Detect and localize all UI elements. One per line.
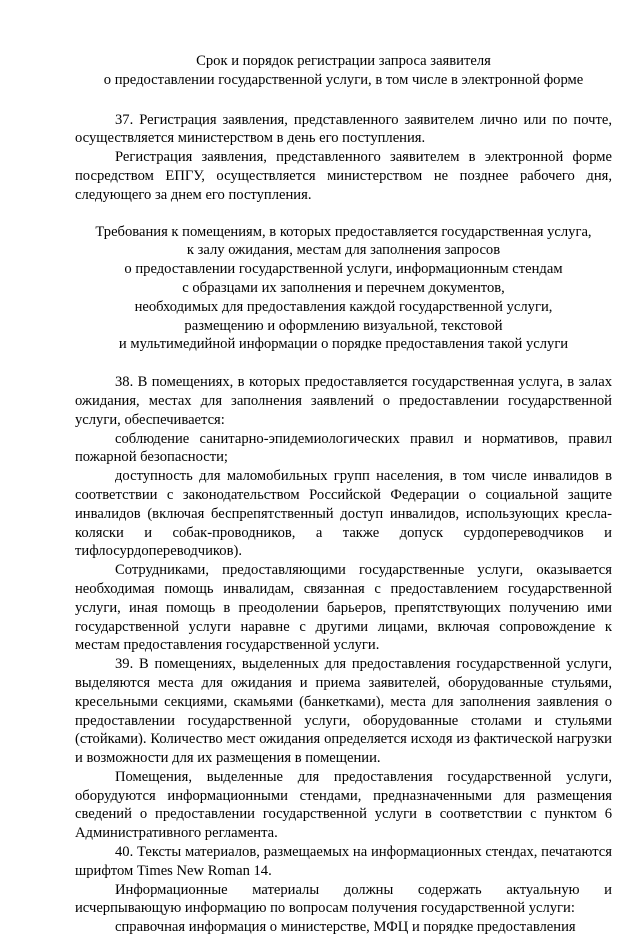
paragraph-40: 40. Тексты материалов, размещаемых на информационных стендах, печатаются шрифтом Times New Roman 14. (75, 844, 612, 879)
paragraph-accessibility: доступность для маломобильных групп населения, в том числе инвалидов в соответствии с законодательством Российской Федерации о социальной защите инвалидов (включая беспрепятственный доступ инвалидов, использующих кресла-коляски и собак-проводников, а также допуск сурдопереводчиков и тифлосурдопереводчиков). (75, 468, 612, 560)
heading-line: о предоставлении государственной услуги, информационным стендам (124, 261, 563, 278)
heading-line: Требования к помещениям, в которых предоставляется государственная услуга, (95, 223, 592, 240)
section-body-premises-requirements (75, 373, 612, 937)
paragraph-sanitary-rules: соблюдение санитарно-эпидемиологических правил и нормативов, правил пожарной безопасности; (75, 430, 612, 466)
heading-line: к залу ожидания, местам для заполнения запросов (186, 242, 501, 259)
paragraph-37: 37. Регистрация заявления, представленного заявителем лично или по почте, осуществляется министерством в день его поступления. (75, 111, 612, 147)
paragraph-38: 38. В помещениях, в которых предоставляется государственная услуга, в залах ожидания, местах для заполнения заявлений о предоставлении государственной услуги, обеспечивается: (75, 374, 612, 428)
paragraph-39: 39. В помещениях, выделенных для предоставления государственной услуги, выделяются места для ожидания и приема заявителей, оборудованные стульями, кресельными секциями, скамьями (банкетками), места для заполнения заявления о предоставлении государственной услуги, оборудованные столами и стульями (стойками). Количество мест ожидания определяется исходя из фактической нагрузки и возможности для их размещения в помещении. (75, 656, 612, 767)
paragraph-info-stands: Помещения, выделенные для предоставления государственной услуги, оборудуются информационными стендами, предназначенными для размещения сведений о предоставлении государственной услуги в соответствии с пунктом 6 Административного регламента. (75, 768, 612, 842)
section-body-registration (75, 111, 612, 205)
heading-line: необходимых для предоставления каждой государственной услуги, (134, 298, 553, 315)
heading-line: Срок и порядок регистрации запроса заявителя (196, 53, 491, 69)
paragraph-electronic-registration: Регистрация заявления, представленного заявителем в электронной форме посредством ЕПГУ, осуществляется министерством не позднее рабочего дня, следующего за днем его поступления. (75, 149, 612, 203)
document-page (75, 0, 612, 937)
section-heading-registration (75, 52, 612, 90)
heading-line: и мультимедийной информации о порядке предоставления такой услуги (118, 336, 569, 353)
section-heading-premises-requirements (75, 223, 612, 355)
paragraph-info-materials: Информационные материалы должны содержать актуальную и исчерпывающую информацию по вопросам получения государственной услуги: (75, 881, 612, 917)
heading-line: о предоставлении государственной услуги, в том числе в электронной форме (103, 71, 584, 88)
heading-line: размещению и оформлению визуальной, текстовой (184, 317, 503, 334)
heading-line: с образцами их заполнения и перечнем документов, (182, 279, 505, 296)
paragraph-reference-info: справочная информация о министерстве, МФЦ и порядке предоставления (115, 919, 576, 936)
paragraph-assistance: Сотрудниками, предоставляющими государственные услуги, оказывается необходимая помощь инвалидам, связанная с предоставлением государственной услуги, иная помощь в преодолении барьеров, препятствующих получению ими государственной услуги наравне с другими лицами, включая сопровождение к местам предоставления государственной услуги. (75, 562, 612, 654)
